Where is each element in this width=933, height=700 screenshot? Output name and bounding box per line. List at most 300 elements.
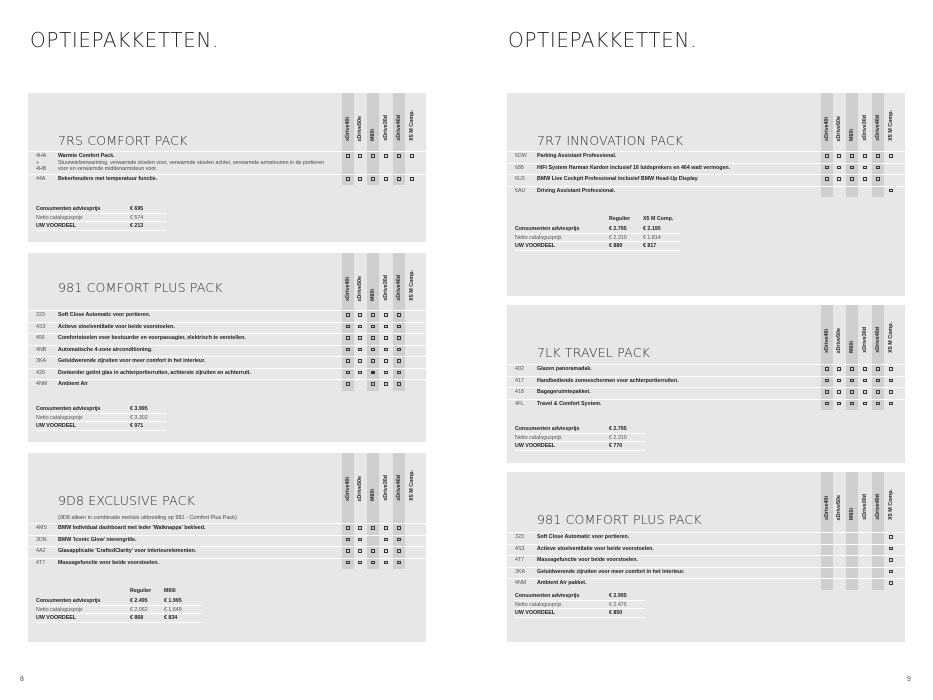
pack-title: 981 COMFORT PLUS PACK — [58, 280, 223, 295]
option-mark-icon — [346, 561, 350, 565]
right-page-title: OPTIEPAKKETTEN. — [508, 28, 697, 52]
price-row — [515, 442, 645, 451]
option-description — [537, 188, 812, 195]
option-mark-icon — [371, 526, 375, 530]
option-mark-icon — [346, 549, 350, 553]
pack-7lk-travel — [507, 305, 905, 463]
option-code: 4MS — [36, 525, 47, 531]
option-title: Geluidwerende zijruiten voor meer comfort in het interieur. — [537, 568, 685, 575]
option-title: Handbediende zonneschermen voor achterportierruiten. — [537, 377, 679, 384]
column-header — [406, 93, 418, 145]
option-mark-icon — [397, 371, 401, 375]
option-title: Ambient Air pakket. — [537, 580, 587, 586]
column-header-label: xDrive30d — [862, 115, 868, 141]
option-title: Bekerhouders met temperatuur functie. — [58, 176, 158, 182]
option-description — [537, 378, 812, 385]
option-code: 3KA — [515, 568, 526, 575]
column-header-label: xDrive40d — [396, 275, 402, 301]
pack-7r7-innovation — [507, 93, 905, 296]
option-mark-icon — [346, 348, 350, 352]
option-row — [507, 151, 905, 163]
option-title: Driving Assistant Professional. — [537, 187, 616, 194]
price-value: € 817 — [643, 243, 657, 249]
option-mark-icon — [384, 177, 388, 181]
price-label: UW VOORDEEL — [36, 223, 77, 229]
option-mark-icon — [850, 367, 854, 371]
price-value: € 2.310 — [609, 434, 627, 441]
column-header-label: xDrive40d — [396, 115, 402, 141]
option-code: 5AU — [515, 187, 526, 194]
option-mark-icon — [863, 379, 867, 383]
column-header — [393, 93, 405, 145]
price-row — [36, 205, 166, 214]
option-code: 4A2 — [36, 548, 46, 554]
option-row — [28, 558, 426, 570]
option-mark-icon — [384, 526, 388, 530]
option-mark-icon — [346, 371, 350, 375]
price-value: € 695 — [130, 206, 144, 212]
column-header — [833, 305, 845, 357]
option-title: Actieve stoelventilatie voor beide voorstoelen. — [58, 323, 175, 330]
price-row — [515, 434, 645, 443]
column-header-label: xDrive40i — [345, 117, 351, 141]
price-value: € 868 — [130, 615, 144, 621]
option-mark-icon — [371, 313, 375, 317]
option-code: 4FL — [515, 400, 525, 407]
price-row — [36, 597, 201, 606]
column-header-label: xDrive30d — [383, 115, 389, 141]
option-mark-icon — [346, 526, 350, 530]
column-header-label: X5 M Comp. — [409, 270, 415, 301]
option-description — [537, 557, 812, 564]
price-value: € 834 — [164, 615, 178, 621]
option-code: 4NM — [515, 580, 527, 586]
option-code: 4HA + 4HB — [36, 153, 47, 173]
column-header — [367, 253, 379, 305]
option-description — [537, 569, 812, 576]
option-title: Donkerder getint glas in achterportierruiten, achterste zijruiten en achterruit. — [58, 369, 251, 376]
option-mark-icon — [410, 177, 414, 181]
price-row — [36, 414, 166, 423]
price-value: € 2.795 — [609, 226, 627, 232]
column-header — [342, 253, 354, 305]
column-header-label: M60i — [849, 508, 855, 520]
option-mark-icon — [837, 177, 841, 181]
column-shade — [821, 524, 833, 532]
column-header-label: xDrive50e — [836, 494, 842, 520]
pack-title: 9D8 EXCLUSIVE PACK — [58, 493, 195, 508]
option-mark-icon — [397, 382, 401, 386]
option-title: Geluidwerende zijruiten voor meer comfort in het interieur. — [58, 358, 206, 364]
option-mark-icon — [863, 177, 867, 181]
option-mark-icon — [889, 189, 893, 193]
column-header — [885, 93, 897, 145]
option-mark-icon — [371, 154, 375, 158]
option-mark-icon — [371, 382, 375, 386]
price-value: € 574 — [130, 214, 144, 221]
pack-title: 7LK TRAVEL PACK — [537, 345, 651, 360]
column-header — [367, 93, 379, 145]
option-row — [507, 174, 905, 186]
price-label: Consumenten adviesprijs — [515, 593, 580, 599]
option-row — [507, 364, 905, 376]
column-header-label: xDrive50e — [357, 115, 363, 141]
column-header-label: xDrive50e — [357, 475, 363, 501]
price-table — [515, 425, 645, 451]
option-mark-icon — [358, 325, 362, 329]
option-mark-icon — [397, 177, 401, 181]
option-mark-icon — [825, 166, 829, 170]
option-title: Soft Close Automatic voor portieren. — [58, 312, 151, 318]
column-header — [406, 253, 418, 305]
column-shade — [872, 524, 884, 532]
left-page-title: OPTIEPAKKETTEN. — [30, 28, 219, 52]
option-title: Glazen panoramadak. — [537, 366, 592, 372]
option-description — [537, 534, 812, 541]
option-row — [507, 567, 905, 579]
price-label: Consumenten adviesprijs — [36, 598, 101, 604]
price-value: € 1.649 — [164, 606, 182, 613]
column-header — [821, 472, 833, 524]
pack-7rs-comfort — [28, 93, 426, 242]
option-mark-icon — [863, 390, 867, 394]
option-mark-icon — [889, 581, 893, 585]
option-row — [28, 535, 426, 547]
option-mark-icon — [825, 390, 829, 394]
price-label: UW VOORDEEL — [36, 615, 77, 621]
column-shade — [367, 505, 379, 523]
option-row — [507, 186, 905, 198]
option-mark-icon — [384, 371, 388, 375]
option-mark-icon — [850, 166, 854, 170]
option-mark-icon — [371, 336, 375, 340]
price-value: € 1.814 — [643, 234, 661, 241]
column-shade — [846, 357, 858, 364]
option-mark-icon — [837, 367, 841, 371]
price-value: € 2.475 — [609, 601, 627, 608]
price-row — [515, 425, 645, 434]
price-value: € 2.195 — [643, 226, 661, 232]
column-header-label: xDrive30d — [862, 327, 868, 353]
option-description — [537, 580, 812, 587]
price-value: € 3.302 — [130, 414, 148, 421]
option-row — [507, 399, 905, 411]
option-mark-icon — [889, 402, 893, 406]
column-header-label: xDrive30d — [862, 494, 868, 520]
price-label: Consumenten adviesprijs — [515, 426, 580, 432]
column-header — [367, 453, 379, 505]
option-mark-icon — [384, 336, 388, 340]
price-column-header: Regulier — [130, 588, 152, 594]
price-value: € 889 — [609, 243, 623, 249]
option-mark-icon — [397, 336, 401, 340]
option-code: 3KA — [36, 358, 47, 364]
price-label: UW VOORDEEL — [36, 423, 77, 429]
column-header-label: X5 M Comp. — [409, 110, 415, 141]
option-mark-icon — [346, 359, 350, 363]
option-mark-icon — [384, 561, 388, 565]
option-description — [58, 537, 333, 544]
column-header — [833, 472, 845, 524]
price-row — [515, 601, 645, 610]
option-description — [537, 389, 812, 396]
option-mark-icon — [358, 359, 362, 363]
option-mark-icon — [384, 154, 388, 158]
option-mark-icon — [371, 359, 375, 363]
pack-981-comfort-plus-right — [507, 472, 905, 642]
pack-title: 981 COMFORT PLUS PACK — [537, 512, 702, 527]
price-value: € 3.995 — [130, 406, 148, 412]
column-shade — [342, 505, 354, 523]
option-title: BMW Live Cockpit Professional inclusief BMW Head-Up Display — [537, 176, 698, 182]
option-mark-icon — [346, 154, 350, 158]
option-description — [537, 176, 812, 183]
column-header — [406, 453, 418, 505]
option-mark-icon — [371, 177, 375, 181]
column-header-label: xDrive40d — [875, 115, 881, 141]
option-title: Soft Close Automatic voor portieren. — [537, 534, 630, 540]
price-value: € 850 — [609, 610, 623, 616]
option-mark-icon — [371, 325, 375, 329]
price-label: UW VOORDEEL — [515, 243, 556, 249]
column-header-label: xDrive30d — [383, 475, 389, 501]
column-header — [380, 253, 392, 305]
option-description — [58, 525, 333, 532]
option-mark-icon — [358, 177, 362, 181]
option-mark-icon — [384, 325, 388, 329]
option-mark-icon — [889, 379, 893, 383]
option-mark-icon — [850, 379, 854, 383]
option-title: Massagefunctie voor beide voorstoelen. — [58, 559, 159, 566]
option-mark-icon — [863, 166, 867, 170]
price-table — [36, 588, 201, 623]
option-row — [28, 523, 426, 535]
price-column-header: M60i — [164, 588, 176, 594]
column-header — [833, 93, 845, 145]
option-mark-icon — [358, 549, 362, 553]
column-header — [846, 472, 858, 524]
option-description — [537, 153, 812, 160]
option-mark-icon — [397, 313, 401, 317]
price-row — [36, 405, 166, 414]
option-code: 4T7 — [515, 557, 525, 563]
option-mark-icon — [889, 558, 893, 562]
option-title: Massagefunctie voor beide voorstoelen. — [537, 557, 638, 563]
column-shade — [846, 524, 858, 532]
option-row — [28, 151, 426, 174]
option-mark-icon — [346, 336, 350, 340]
column-header — [380, 93, 392, 145]
option-mark-icon — [346, 325, 350, 329]
price-value: € 2.062 — [130, 606, 148, 613]
option-code: 402 — [515, 366, 524, 372]
price-column-header: X5 M Comp. — [643, 216, 674, 222]
price-label: Consumenten adviesprijs — [36, 406, 101, 412]
option-row — [28, 356, 426, 368]
price-row — [36, 606, 201, 615]
column-header — [859, 93, 871, 145]
column-header-label: xDrive50e — [836, 115, 842, 141]
column-header — [380, 453, 392, 505]
option-row — [507, 387, 905, 399]
option-code: 323 — [36, 312, 45, 318]
option-row — [507, 544, 905, 556]
option-code: 4S3 — [515, 545, 525, 552]
option-title: Warmte Comfort Pack. — [58, 153, 115, 159]
option-mark-icon — [358, 348, 362, 352]
price-row — [515, 592, 645, 601]
option-code: 44A — [36, 176, 46, 182]
column-header — [393, 453, 405, 505]
price-row — [36, 222, 166, 231]
price-row — [36, 422, 166, 431]
option-mark-icon — [371, 348, 375, 352]
column-header-label: xDrive40i — [824, 329, 830, 353]
option-row — [28, 174, 426, 185]
option-mark-icon — [825, 154, 829, 158]
option-mark-icon — [410, 154, 414, 158]
option-mark-icon — [876, 379, 880, 383]
price-label: Netto catalogusprijs — [36, 414, 83, 421]
option-mark-icon — [889, 535, 893, 539]
option-row — [28, 379, 426, 391]
option-title: Automatische 4-zone airconditioning. — [58, 346, 153, 353]
column-header — [354, 253, 366, 305]
option-mark-icon — [358, 336, 362, 340]
option-mark-icon — [850, 154, 854, 158]
option-mark-icon — [397, 526, 401, 530]
option-code: 456 — [36, 335, 45, 341]
option-code: 4S3 — [36, 323, 46, 330]
option-mark-icon — [876, 367, 880, 371]
option-mark-icon — [850, 390, 854, 394]
pack-title: 7R7 INNOVATION PACK — [537, 133, 684, 148]
option-mark-icon — [358, 538, 362, 542]
column-header-label: M60i — [370, 289, 376, 301]
right-page-number: 9 — [907, 676, 911, 683]
column-header — [342, 453, 354, 505]
option-description — [58, 335, 333, 342]
column-header-label: M60i — [370, 129, 376, 141]
column-header-label: xDrive30d — [383, 275, 389, 301]
price-value: € 971 — [130, 423, 144, 429]
option-description — [58, 347, 333, 354]
option-mark-icon — [837, 166, 841, 170]
option-description — [537, 546, 812, 553]
column-header — [872, 93, 884, 145]
price-label: Netto catalogusprijs — [515, 601, 562, 608]
column-header — [859, 472, 871, 524]
price-label: Consumenten adviesprijs — [515, 226, 580, 232]
price-label: Consumenten adviesprijs — [36, 206, 101, 212]
option-mark-icon — [825, 402, 829, 406]
option-mark-icon — [889, 570, 893, 574]
option-title: BMW Individual dashboard met leder 'Walknappa' bekleed. — [58, 525, 206, 531]
column-header-label: xDrive40i — [824, 496, 830, 520]
price-label: UW VOORDEEL — [515, 443, 556, 449]
column-header-label: xDrive40d — [875, 494, 881, 520]
column-header-label: xDrive40i — [345, 277, 351, 301]
option-description — [58, 358, 333, 365]
pack-9d8-exclusive — [28, 453, 426, 642]
option-mark-icon — [850, 402, 854, 406]
column-header-label: M60i — [849, 129, 855, 141]
price-row — [515, 609, 645, 618]
option-mark-icon — [371, 549, 375, 553]
option-mark-icon — [371, 561, 375, 565]
option-mark-icon — [850, 177, 854, 181]
option-row — [507, 376, 905, 388]
option-code: 418 — [515, 389, 524, 395]
price-label: Netto catalogusprijs — [515, 234, 562, 241]
option-row — [28, 345, 426, 357]
column-header — [872, 472, 884, 524]
price-value: € 2.795 — [609, 426, 627, 432]
option-title: Comfortstoelen voor bestuurder en voorpassagier, elektrisch te verstellen. — [58, 335, 246, 341]
option-mark-icon — [397, 154, 401, 158]
option-mark-icon — [358, 371, 362, 375]
column-header-label: xDrive40d — [396, 475, 402, 501]
option-title: HiFi System Harman Kardon inclusief 16 luidsprekers en 464 watt vermogen. — [537, 164, 731, 171]
option-mark-icon — [825, 367, 829, 371]
option-description — [58, 153, 333, 173]
price-label: UW VOORDEEL — [515, 610, 556, 616]
option-description — [537, 165, 812, 172]
column-headers — [28, 253, 426, 305]
option-mark-icon — [889, 547, 893, 551]
option-mark-icon — [889, 390, 893, 394]
option-code: 688 — [515, 164, 524, 171]
price-label: Netto catalogusprijs — [36, 606, 83, 613]
option-title: Ambient Air — [58, 381, 88, 387]
option-row — [28, 310, 426, 322]
option-code: 3DN — [36, 536, 47, 543]
option-mark-icon — [876, 390, 880, 394]
option-title: Bagageruimtepakket. — [537, 389, 591, 395]
column-header — [354, 453, 366, 505]
pack-981-comfort-plus-left — [28, 253, 426, 442]
column-header-label: X5 M Comp. — [409, 470, 415, 501]
column-header-label: X5 M Comp. — [888, 110, 894, 141]
option-mark-icon — [346, 538, 350, 542]
option-row — [28, 333, 426, 345]
option-mark-icon — [384, 313, 388, 317]
option-code: 4NB — [36, 346, 47, 353]
column-header-label: X5 M Comp. — [888, 489, 894, 520]
option-mark-icon — [397, 359, 401, 363]
option-mark-icon — [346, 313, 350, 317]
option-row — [28, 368, 426, 380]
column-header — [885, 305, 897, 357]
column-header-label: xDrive40d — [875, 327, 881, 353]
option-title: Travel & Comfort System. — [537, 400, 602, 407]
column-shade — [821, 357, 833, 364]
option-mark-icon — [825, 379, 829, 383]
column-header — [354, 93, 366, 145]
option-mark-icon — [358, 313, 362, 317]
option-mark-icon — [358, 154, 362, 158]
option-mark-icon — [863, 402, 867, 406]
option-title: Glasapplicatie 'CraftedClarity' voor interieurelementen. — [58, 548, 197, 554]
option-mark-icon — [837, 154, 841, 158]
price-value: € 213 — [130, 223, 144, 229]
price-row — [36, 614, 201, 623]
price-table — [515, 216, 680, 251]
option-description — [537, 401, 812, 408]
column-header-label: X5 M Comp. — [888, 322, 894, 353]
option-mark-icon — [346, 177, 350, 181]
option-mark-icon — [837, 379, 841, 383]
